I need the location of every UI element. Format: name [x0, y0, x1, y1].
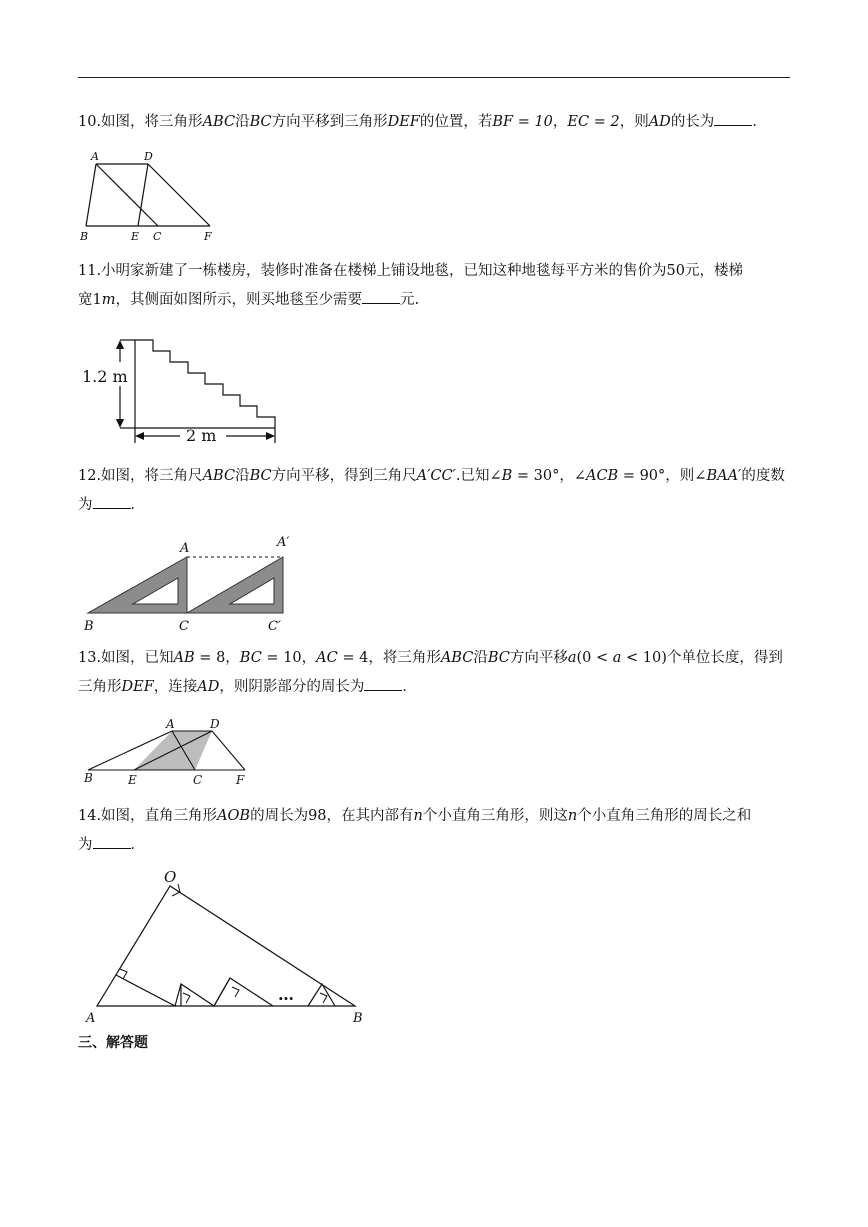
- q13-line: [78, 673, 790, 702]
- q13-var: AC: [316, 650, 338, 666]
- q14-var: AOB: [217, 808, 251, 824]
- arrowhead-left: [135, 432, 144, 440]
- q12-text: 的度数: [741, 468, 785, 484]
- q13-text: ，则阴影部分的周长为: [219, 679, 365, 695]
- q12-var: A′CC′: [416, 468, 456, 484]
- answer-blank: [93, 494, 131, 509]
- q13-text: 方向平移: [509, 650, 568, 666]
- question-14: [78, 802, 790, 860]
- label-a: A: [166, 717, 175, 731]
- label-b: B: [353, 1011, 363, 1026]
- q11-text: ，其侧面如图所示，则买地毯至少需要: [115, 292, 362, 308]
- label-d: D: [144, 150, 153, 163]
- q10-var: BC: [249, 114, 272, 130]
- answer-blank: [362, 289, 400, 304]
- q11-line: 11.小明家新建了一栋楼房，装修时准备在楼梯上铺设地毯，已知这种地毯每平方米的售价为50元，楼梯: [78, 263, 744, 279]
- label-c: C: [153, 230, 162, 243]
- segment-df: [212, 731, 245, 770]
- q11-figure: [80, 332, 290, 447]
- q10-text: ，则: [619, 114, 649, 130]
- q13-var: ABC: [440, 650, 474, 666]
- answer-blank: [364, 676, 402, 691]
- q13-text: ，连接: [153, 679, 198, 695]
- q10-text: ，: [552, 114, 568, 130]
- q12-var: BAA′: [706, 468, 742, 484]
- label-c: C: [179, 619, 189, 634]
- label-b: B: [80, 230, 89, 243]
- q12-text: 为: [78, 497, 93, 513]
- q14-text: 个小直角三角形，则这: [422, 808, 568, 824]
- q13-var: a: [612, 650, 622, 666]
- q13-var: DEF: [121, 679, 154, 695]
- q12-var: ACB: [585, 468, 619, 484]
- label-a: A: [91, 150, 99, 163]
- q14-line: [78, 802, 790, 831]
- q14-text: 14.如图，直角三角形: [78, 808, 218, 824]
- q12-text: 12.如图，将三角尺: [78, 468, 203, 484]
- q12-text: = 90°，则∠: [618, 468, 707, 484]
- segment-ac: [96, 164, 158, 226]
- q13-text: 沿: [473, 650, 488, 666]
- q13-line: [78, 644, 790, 673]
- q14-text: 的周长为98，在其内部有: [250, 808, 414, 824]
- q12-var: B: [501, 468, 513, 484]
- label-o: O: [164, 868, 177, 886]
- q10-figure: [78, 148, 228, 243]
- inner-triangles-chain: [116, 975, 273, 1006]
- segment-df: [148, 164, 210, 226]
- q14-text: ．: [130, 837, 145, 853]
- q12-var: BC: [249, 468, 272, 484]
- width-label: 2 m: [186, 426, 217, 445]
- q13-var: AD: [197, 679, 220, 695]
- q13-figure: [80, 716, 260, 788]
- q14-var: n: [567, 808, 578, 824]
- q10-var: AD: [648, 114, 671, 130]
- q10-text: 沿: [235, 114, 250, 130]
- header-rule: [78, 77, 790, 78]
- inner-leg: [214, 978, 230, 1006]
- q14-var: n: [413, 808, 423, 824]
- q14-line: [78, 831, 790, 860]
- label-a-prime: A′: [277, 535, 290, 550]
- q14-text: 个小直角三角形的周长之和: [577, 808, 752, 824]
- q10-text: 方向平移到三角形: [271, 114, 388, 130]
- right-angle-mark: [183, 993, 190, 1003]
- q13-text: 三角形: [78, 679, 122, 695]
- inner-triangle-last: [308, 984, 335, 1006]
- q13-text: = 4，将三角形: [337, 650, 441, 666]
- label-f: F: [236, 773, 245, 787]
- ellipsis: …: [278, 985, 294, 1004]
- label-c: C: [193, 773, 203, 787]
- q12-text: 方向平移，得到三角尺: [271, 468, 417, 484]
- q13-text: = 10，: [261, 650, 317, 666]
- question-12: [78, 462, 790, 520]
- q11-text: 宽1: [78, 292, 102, 308]
- q12-line: [78, 491, 790, 520]
- triangle-aob: [97, 886, 355, 1006]
- label-e: E: [131, 230, 140, 243]
- q13-var: AB: [173, 650, 195, 666]
- q13-text: 13.如图，已知: [78, 650, 174, 666]
- q11-line: [78, 286, 790, 315]
- q13-text: (0 <: [576, 650, 613, 666]
- q10-var: DEF: [387, 114, 420, 130]
- q13-text: = 8，: [194, 650, 240, 666]
- q10-text: 10.如图，将三角形: [78, 114, 203, 130]
- q12-text: .已知∠: [455, 468, 502, 484]
- set-square-a2cc2: [187, 557, 283, 613]
- q10-text: ．: [752, 114, 767, 130]
- q12-text: = 30°，∠: [512, 468, 586, 484]
- q12-line: [78, 462, 790, 491]
- segment-ab: [86, 164, 96, 226]
- q12-var: ABC: [202, 468, 236, 484]
- right-angle-mark: [232, 987, 239, 997]
- arrowhead-up: [116, 340, 124, 349]
- label-a: A: [86, 1011, 96, 1026]
- section-title: 三、解答题: [78, 1035, 148, 1051]
- q13-var: BC: [487, 650, 510, 666]
- label-d: D: [210, 717, 220, 731]
- question-10: [78, 108, 790, 137]
- arrowhead-right: [266, 432, 275, 440]
- q13-text: ．: [402, 679, 417, 695]
- q12-text: ．: [130, 497, 145, 513]
- answer-blank: [714, 111, 752, 126]
- segment-de: [138, 164, 148, 226]
- q11-text: 元.: [399, 292, 420, 308]
- q10-var: EC = 2: [567, 114, 620, 130]
- right-angle-mark: [320, 993, 327, 1003]
- q10-text: 的位置，若: [419, 114, 493, 130]
- q10-text: 的长为: [670, 114, 715, 130]
- q12-figure: [80, 530, 300, 635]
- q12-text: 沿: [235, 468, 250, 484]
- label-b: B: [84, 771, 93, 785]
- q14-figure: [80, 866, 375, 1026]
- answer-blank: [93, 834, 131, 849]
- set-square-abc: [88, 557, 187, 613]
- label-b: B: [84, 619, 94, 634]
- q13-var: a: [567, 650, 577, 666]
- label-a: A: [180, 541, 190, 556]
- q13-var: BC: [239, 650, 262, 666]
- q13-text: < 10)个单位长度，得到: [621, 650, 783, 666]
- q14-text: 为: [78, 837, 93, 853]
- q11-var: m: [101, 292, 116, 308]
- label-e: E: [128, 773, 137, 787]
- q10-var: BF = 10: [492, 114, 553, 130]
- arrowhead-down: [116, 419, 124, 428]
- label-f: F: [204, 230, 212, 243]
- question-11: [78, 257, 790, 315]
- question-13: [78, 644, 790, 702]
- q10-var: ABC: [202, 114, 236, 130]
- stair-profile: [135, 340, 275, 428]
- height-label: 1.2 m: [82, 367, 128, 386]
- label-c-prime: C′: [268, 619, 281, 634]
